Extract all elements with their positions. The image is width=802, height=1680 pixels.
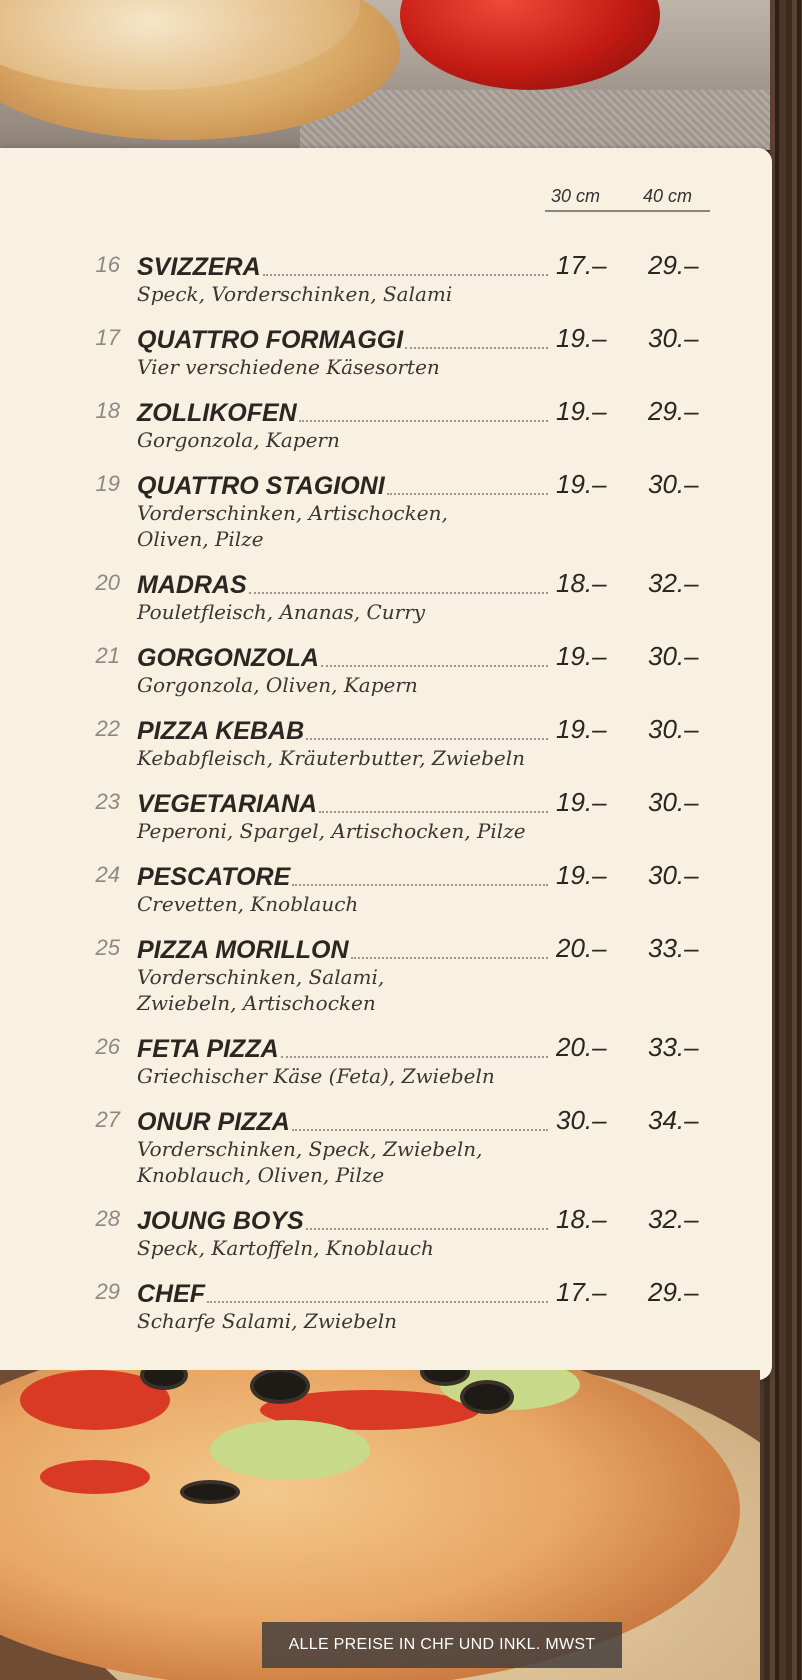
item-name-row [137,639,552,673]
menu-panel [0,148,772,1380]
item-name: QUATTRO FORMAGGI [137,326,404,354]
price-30cm: 17.– [556,250,607,280]
item-number: 27 [95,1107,120,1132]
item-description [137,672,557,698]
item-name: PESCATORE [137,863,291,891]
cloth-image [300,90,770,150]
dot-leader [351,956,548,959]
item-name-row [137,1030,552,1064]
price-40cm: 32.– [648,1204,699,1234]
item-description [137,354,557,380]
size-headers [545,186,710,212]
item-name: VEGETARIANA [137,790,318,818]
item-name: QUATTRO STAGIONI [137,472,385,500]
description-line: Oliven, Pilze [137,527,264,551]
description-line: Vorderschinken, Artischocken, [137,501,448,525]
size-header-40: 40 cm [643,186,693,206]
olive-topping [460,1380,514,1414]
item-description [137,818,557,844]
price-40cm: 29.– [648,396,699,426]
item-name-row [137,248,552,282]
item-name-row [137,785,552,819]
price-note: ALLE PREISE IN CHF UND INKL. MWST [262,1622,622,1668]
price-30cm: 20.– [556,933,607,963]
description-line: Gorgonzola, Kapern [137,428,340,452]
price-30cm: 19.– [556,469,607,499]
dot-leader [306,1227,548,1230]
size-header-30: 30 cm [551,186,601,206]
item-number: 28 [95,1206,120,1231]
olive-topping [180,1480,240,1504]
item-description [137,1063,557,1089]
item-name: PIZZA MORILLON [137,936,349,964]
dot-leader [292,1128,548,1131]
item-description [137,599,557,625]
item-name-row [137,931,552,965]
price-40cm: 33.– [648,933,699,963]
price-40cm: 30.– [648,469,699,499]
description-line: Gorgonzola, Oliven, Kapern [137,673,418,697]
price-40cm: 30.– [648,641,699,671]
item-name: GORGONZOLA [137,644,319,672]
tomato-topping [40,1460,150,1494]
item-number: 19 [95,471,120,496]
dot-leader [249,591,548,594]
item-name-row [137,1103,552,1137]
description-line: Vorderschinken, Salami, [137,965,385,989]
item-number: 29 [95,1279,120,1304]
item-description [137,964,557,1016]
dot-leader [387,492,548,495]
description-line: Knoblauch, Oliven, Pilze [137,1163,385,1187]
description-line: Scharfe Salami, Zwiebeln [137,1309,398,1333]
item-name: SVIZZERA [137,253,261,281]
item-description [137,1235,557,1261]
item-number: 18 [95,398,120,423]
price-30cm: 30.– [556,1105,607,1135]
price-40cm: 29.– [648,1277,699,1307]
item-number: 16 [95,252,120,277]
dot-leader [299,419,548,422]
dot-leader [306,737,548,740]
price-40cm: 29.– [648,250,699,280]
price-30cm: 19.– [556,641,607,671]
item-number: 20 [95,570,120,595]
description-line: Griechischer Käse (Feta), Zwiebeln [137,1064,495,1088]
item-name-row [137,566,552,600]
item-description [137,891,557,917]
item-description [137,745,557,771]
dot-leader [281,1055,548,1058]
item-name: PIZZA KEBAB [137,717,305,745]
dot-leader [292,883,548,886]
item-number: 23 [95,789,120,814]
price-40cm: 32.– [648,568,699,598]
price-40cm: 30.– [648,714,699,744]
dot-leader [321,664,548,667]
item-name-row [137,1275,552,1309]
item-name-row [137,712,552,746]
item-description [137,427,557,453]
tomato-image [400,0,660,90]
description-line: Kebabfleisch, Kräuterbutter, Zwiebeln [137,746,525,770]
item-number: 24 [95,862,120,887]
item-name: ZOLLIKOFEN [137,399,297,427]
price-40cm: 33.– [648,1032,699,1062]
price-40cm: 30.– [648,860,699,890]
description-line: Crevetten, Knoblauch [137,892,359,916]
item-description [137,1308,557,1334]
item-description [137,500,557,552]
item-name: MADRAS [137,571,247,599]
price-30cm: 19.– [556,323,607,353]
price-40cm: 30.– [648,323,699,353]
item-name-row [137,858,552,892]
dot-leader [263,273,548,276]
dot-leader [319,810,548,813]
description-line: Zwiebeln, Artischocken [137,991,376,1015]
price-30cm: 19.– [556,860,607,890]
price-30cm: 19.– [556,787,607,817]
dot-leader [207,1300,548,1303]
item-number: 17 [95,325,120,350]
lettuce-topping [210,1420,370,1480]
dot-leader [405,346,548,349]
price-30cm: 19.– [556,714,607,744]
item-name-row [137,467,552,501]
description-line: Speck, Vorderschinken, Salami [137,282,453,306]
item-description [137,281,557,307]
price-40cm: 34.– [648,1105,699,1135]
price-30cm: 20.– [556,1032,607,1062]
item-name-row [137,1202,552,1236]
item-number: 22 [95,716,120,741]
item-name-row [137,321,552,355]
price-30cm: 18.– [556,1204,607,1234]
description-line: Peperoni, Spargel, Artischocken, Pilze [137,819,526,843]
item-name: FETA PIZZA [137,1035,279,1063]
item-number: 25 [95,935,120,960]
price-30cm: 19.– [556,396,607,426]
description-line: Speck, Kartoffeln, Knoblauch [137,1236,434,1260]
description-line: Vier verschiedene Käsesorten [137,355,440,379]
price-30cm: 18.– [556,568,607,598]
item-number: 26 [95,1034,120,1059]
price-30cm: 17.– [556,1277,607,1307]
description-line: Pouletfleisch, Ananas, Curry [137,600,426,624]
item-name: JOUNG BOYS [137,1207,304,1235]
item-name: CHEF [137,1280,206,1308]
item-name: ONUR PIZZA [137,1108,290,1136]
top-food-photo [0,0,770,150]
item-description [137,1136,557,1188]
item-name-row [137,394,552,428]
item-number: 21 [95,643,120,668]
price-40cm: 30.– [648,787,699,817]
description-line: Vorderschinken, Speck, Zwiebeln, [137,1137,483,1161]
